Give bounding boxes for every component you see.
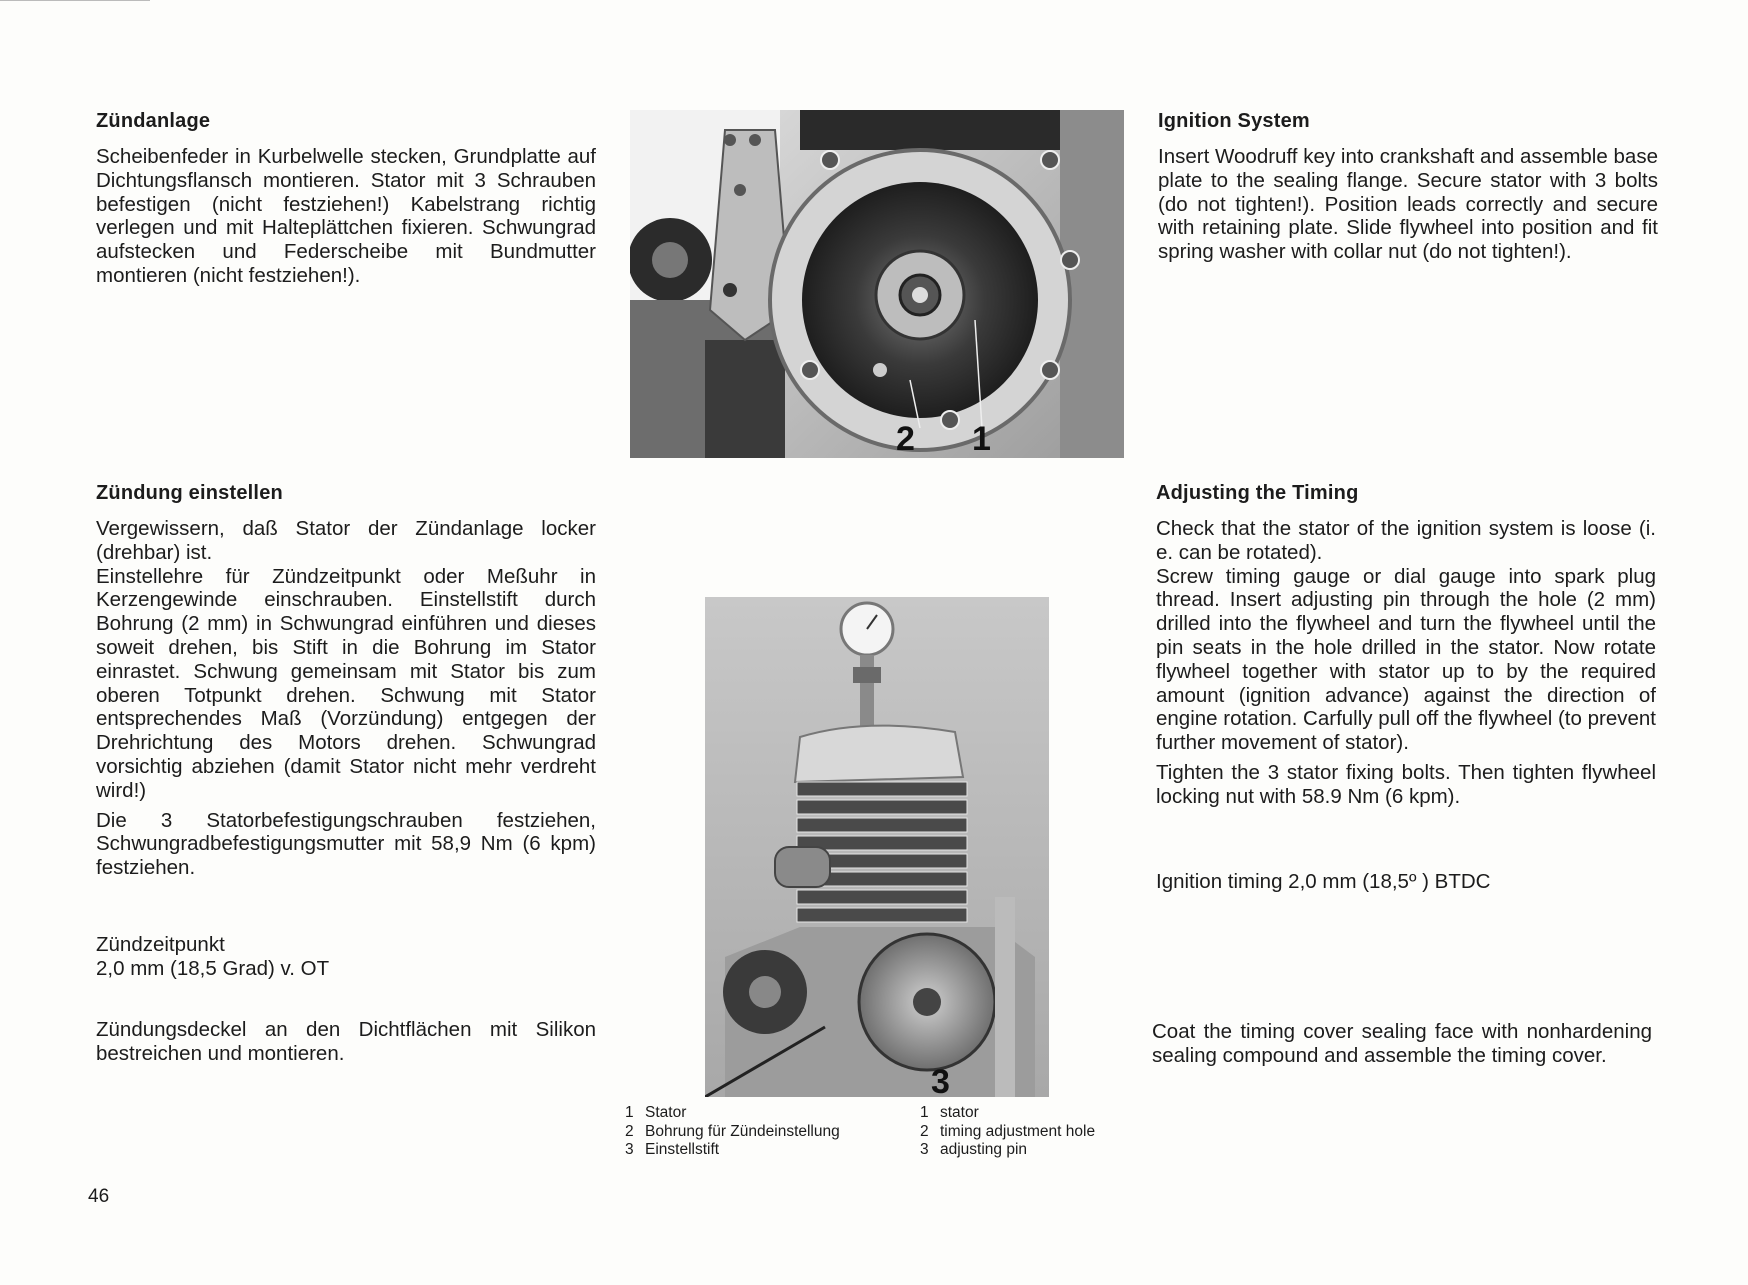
caption-item — [625, 1123, 895, 1142]
body-text: Zündungsdeckel an den Dichtflächen mit Silikon bestreichen und montieren. — [96, 1018, 596, 1065]
section-heading: Zündanlage — [96, 110, 211, 132]
photo-flywheel-stator — [630, 110, 1124, 458]
body-text: Check that the stator of the ignition system is loose (i. e. can be rotated). — [1156, 517, 1656, 564]
photo-label-2: 2 — [896, 420, 915, 458]
body-text: Screw timing gauge or dial gauge into spark plug thread. Insert adjusting pin through the hole (2 mm) drilled into the flywheel and turn the flywheel until the pin seats in the hole drilled in the stator. Now rotate flywheel together with stator up to by the required amount (ignition advance) against the direction of engine rotation. Carfully pull off the flywheel (to prevent further movement of stator). — [1156, 564, 1656, 755]
body-text: Einstellehre für Zündzeitpunkt oder Meßuhr in Kerzengewinde einschrauben. Einstellstift durch Bohrung (2 mm) in Schwungrad einführen und dieses soweit drehen, bis Stift in die Bohrung im Stator einrastet. Schwung gemeinsam mit Stator bis zum oberen Totpunkt drehen. Schwung mit Stator entsprechendes Maß (Vorzündung) entgegen der Drehrichtung des Motors drehen. Schwungrad vorsichtig abziehen (damit Stator nicht mehr verdreht wird!) — [96, 564, 596, 802]
caption-text: Stator — [645, 1104, 687, 1121]
english-cover-section — [1152, 1020, 1652, 1068]
flywheel-photo-illustration — [630, 110, 1124, 458]
spec-line: Ignition timing 2,0 mm (18,5º ) BTDC — [1156, 870, 1491, 893]
caption-text: stator — [940, 1104, 979, 1121]
photo-engine-dial-gauge — [705, 597, 1049, 1097]
caption-text: adjusting pin — [940, 1141, 1028, 1158]
caption-number: 3 — [625, 1141, 634, 1158]
english-ignition-section — [1158, 110, 1658, 264]
page-number: 46 — [88, 1186, 110, 1207]
caption-item — [920, 1123, 1140, 1142]
caption-text: timing adjustment hole — [940, 1122, 1096, 1140]
top-edge-line — [0, 0, 150, 1]
caption-number: 2 — [625, 1122, 634, 1140]
english-spec — [1156, 870, 1656, 894]
german-cover-section — [96, 1018, 596, 1066]
section-heading: Zündung einstellen — [96, 482, 283, 504]
english-timing-section — [1156, 482, 1656, 809]
section-heading: Ignition System — [1158, 110, 1310, 132]
caption-item — [625, 1141, 895, 1160]
caption-item — [920, 1141, 1140, 1160]
body-text: Scheibenfeder in Kurbelwelle stecken, Grundplatte auf Dichtungsflansch montieren. Stator mit 3 Schrauben befestigen (nicht festziehen!) Kabelstrang richtig verlegen und mit Halteplättchen fixieren. Schwungrad aufstecken und Federscheibe mit Bundmutter montieren (nicht festziehen!). — [96, 145, 596, 287]
german-ignition-section — [96, 110, 596, 288]
spec-value: 2,0 mm (18,5 Grad) v. OT — [96, 956, 330, 980]
section-heading: Adjusting the Timing — [1156, 482, 1359, 504]
german-spec — [96, 933, 596, 981]
caption-text: Einstellstift — [645, 1141, 720, 1158]
caption-number: 3 — [920, 1141, 929, 1158]
caption-number: 2 — [920, 1122, 929, 1140]
body-text: Insert Woodruff key into crankshaft and assemble base plate to the sealing flange. Secure stator with 3 bolts (do not tighten!). Position leads correctly and secure with retaining plate. Slide flywheel into position and fit spring washer with collar nut (do not tighten!). — [1158, 145, 1658, 264]
captions-german — [625, 1104, 895, 1160]
caption-item — [625, 1104, 895, 1123]
caption-item — [920, 1104, 1140, 1123]
body-text: Coat the timing cover sealing face with nonhardening sealing compound and assemble the timing cover. — [1152, 1020, 1652, 1067]
engine-photo-illustration — [705, 597, 1049, 1097]
caption-text: Bohrung für Zündeinstellung — [645, 1122, 840, 1140]
german-timing-section — [96, 482, 596, 880]
photo-label-1: 1 — [972, 420, 991, 458]
captions-english — [920, 1104, 1140, 1160]
caption-number: 1 — [625, 1104, 634, 1121]
spec-label: Zündzeitpunkt — [96, 933, 225, 956]
caption-number: 1 — [920, 1104, 929, 1121]
photo-label-3: 3 — [931, 1063, 950, 1097]
body-text: Die 3 Statorbefestigungschrauben festziehen, Schwungradbefestigungsmutter mit 58,9 Nm (6 kpm) festziehen. — [96, 808, 596, 880]
body-text: Vergewissern, daß Stator der Zündanlage locker (drehbar) ist. — [96, 517, 596, 564]
body-text: Tighten the 3 stator fixing bolts. Then tighten flywheel locking nut with 58.9 Nm (6 kpm). — [1156, 760, 1656, 808]
